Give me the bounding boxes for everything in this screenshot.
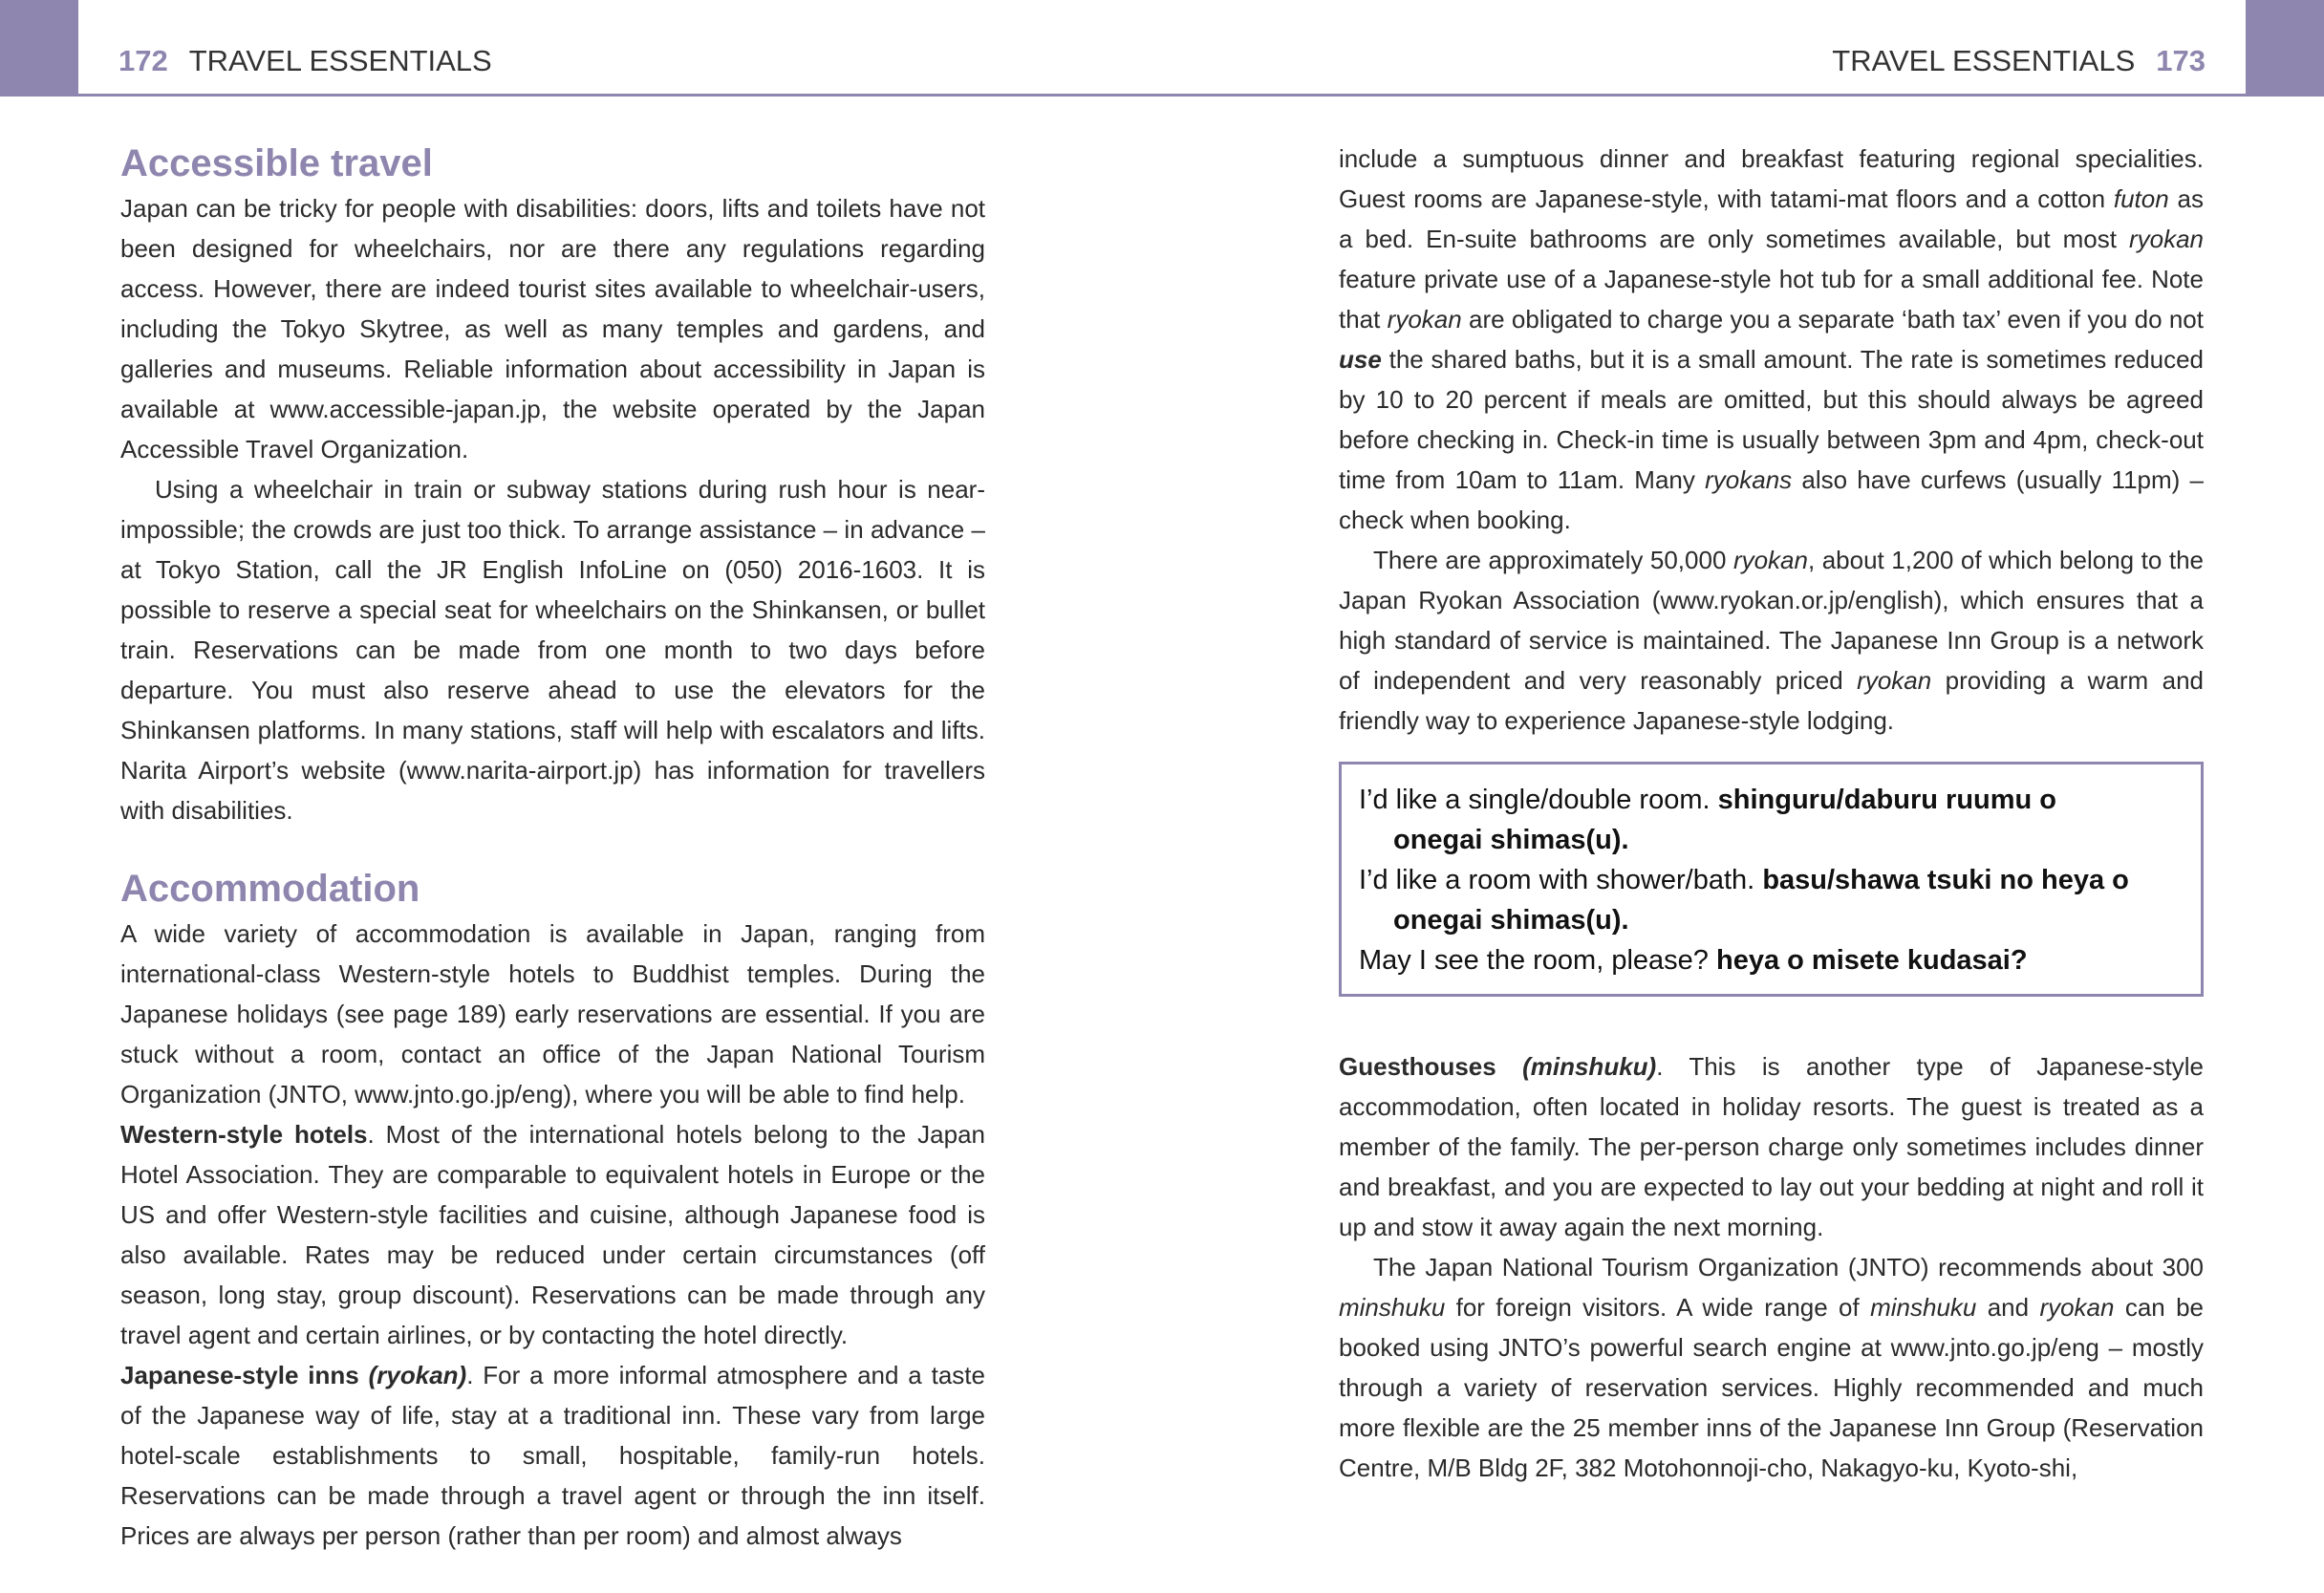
running-header	[78, 0, 2246, 97]
paragraph-jnto-minshuku: The Japan National Tourism Organization (JNTO) recommends about 300 minshuku for foreign visitors. A wide range of minshuku and ryokan can be booked using JNTO’s powerful search engine at www.jnto.go.jp/eng – mostly through a variety of reservation services. Highly recommended and much more flexible are the 25 member inns of the Japanese Inn Group (Reservation Centre, M/B Bldg 2F, 382 Motohonnoji-cho, Nakagyo-ku, Kyoto-shi,	[1339, 1253, 2205, 1482]
paragraph-ryokan-continued: include a sumptuous dinner and breakfast featuring regional specialities. Guest rooms are Japanese-style, with tatami-mat floors and a cotton futon as a bed. En-suite bathrooms are only sometimes available, but most ryokan feature private use of a Japanese-style hot tub for a small additional fee. Note that ryokan are obligated to charge you a separate ‘bath tax’ even if you do not use the shared baths, but it is a small amount. The rate is sometimes reduced by 10 to 20 percent if meals are omitted, but this should always be agreed before checking in. Check-in time is usually between 3pm and 4pm, check-out time from 10am to 11am. Many ryokans also have curfews (usually 11pm) – check when booking.	[1339, 144, 2204, 534]
paragraph-ryokan: Japanese-style inns (ryokan). For a more informal atmosphere and a taste of the Japanese way of life, stay at a traditional inn. These vary from large hotel-scale establishments to small, hospitable, family-run hotels. Reservations can be made through a travel agent or through the inn itself. Prices are always per person (rather than per room) and almost always	[120, 1361, 985, 1550]
paragraph-western-hotels: Western-style hotels. Most of the international hotels belong to the Japan Hotel Association. They are comparable to equivalent hotels in Europe or the US and offer Western-style facilities and cuisine, although Japanese food is also available. Rates may be reduced under certain circumstances (off season, long stay, group discount). Reservations can be made through any travel agent and certain airlines, or by contacting the hotel directly.	[120, 1120, 985, 1349]
paragraph-ryokan-association: There are approximately 50,000 ryokan, about 1,200 of which belong to the Japan Ryokan Association (www.ryokan.or.jp/english), which ensures that a high standard of service is maintained. The Japanese Inn Group is a network of independent and very reasonably priced ryokan providing a warm and friendly way to experience Japanese-style lodging.	[1339, 546, 2204, 735]
left-header-title: TRAVEL ESSENTIALS	[188, 44, 492, 77]
right-running-head	[1832, 42, 2206, 80]
phrase-box: I’d like a single/double room. shinguru/daburu ruumu o onegai shimas(u). I’d like a room with shower/bath. basu/shawa tsuki no heya o onegai shimas(u). May I see the room, please? heya o misete kudasai?	[1339, 762, 2204, 997]
left-thumb-tab	[0, 0, 78, 97]
term-guesthouses: Guesthouses	[1339, 1052, 1496, 1081]
paragraph-accessible-2: Using a wheelchair in train or subway stations during rush hour is near-impossible; the crowds are just too thick. To arrange assistance – in advance – at Tokyo Station, call the JR English InfoLine on (050) 2016-1603. It is possible to reserve a special seat for wheelchairs on the Shinkansen, or bullet train. Reservations can be made from one month to two days before departure. You must also reserve ahead to use the elevators for the Shinkansen platforms. In many stations, staff will help with escalators and lifts. Narita Airport’s website (www.narita-airport.jp) has information for travellers with disabilities.	[120, 475, 985, 825]
right-page-number: 173	[2156, 44, 2206, 77]
left-page-column	[120, 139, 985, 1556]
paragraph-accessible-1: Japan can be tricky for people with disabilities: doors, lifts and toilets have not been designed for wheelchairs, nor are there any regulations regarding access. However, there are indeed tourist sites available to wheelchair-users, including the Tokyo Skytree, as well as many temples and gardens, and galleries and museums. Reliable information about accessibility in Japan is available at www.accessible-japan.jp, the website operated by the Japan Accessible Travel Organization.	[120, 194, 985, 463]
left-running-head	[118, 42, 492, 80]
term-ryokan: Japanese-style inns	[120, 1361, 359, 1389]
heading-accommodation: Accommodation	[120, 868, 420, 910]
phrase-see-room: May I see the room, please? heya o misete kudasai?	[1359, 945, 2028, 976]
left-page-number: 172	[118, 44, 168, 77]
heading-accessible-travel: Accessible travel	[120, 142, 433, 184]
right-page-column	[1339, 139, 2204, 1488]
right-header-title: TRAVEL ESSENTIALS	[1832, 44, 2136, 77]
phrase-single-double-room: I’d like a single/double room. shinguru/daburu ruumu o	[1359, 785, 2057, 815]
term-western-hotels: Western-style hotels	[120, 1120, 368, 1149]
phrase-room-with-bath: I’d like a room with shower/bath. basu/shawa tsuki no heya o	[1359, 865, 2129, 895]
paragraph-guesthouses: Guesthouses (minshuku). This is another type of Japanese-style accommodation, often located in holiday resorts. The guest is treated as a member of the family. The per-person charge only sometimes includes dinner and breakfast, and you are expected to lay out your bedding at night and roll it up and stow it away again the next morning.	[1339, 1052, 2204, 1241]
paragraph-accommodation-intro: A wide variety of accommodation is available in Japan, ranging from international-class Western-style hotels to Buddhist temples. During the Japanese holidays (see page 189) early reservations are essential. If you are stuck without a room, contact an office of the Japan National Tourism Organization (JNTO, www.jnto.go.jp/eng), where you will be able to find help.	[120, 919, 985, 1109]
right-thumb-tab	[2246, 0, 2324, 97]
